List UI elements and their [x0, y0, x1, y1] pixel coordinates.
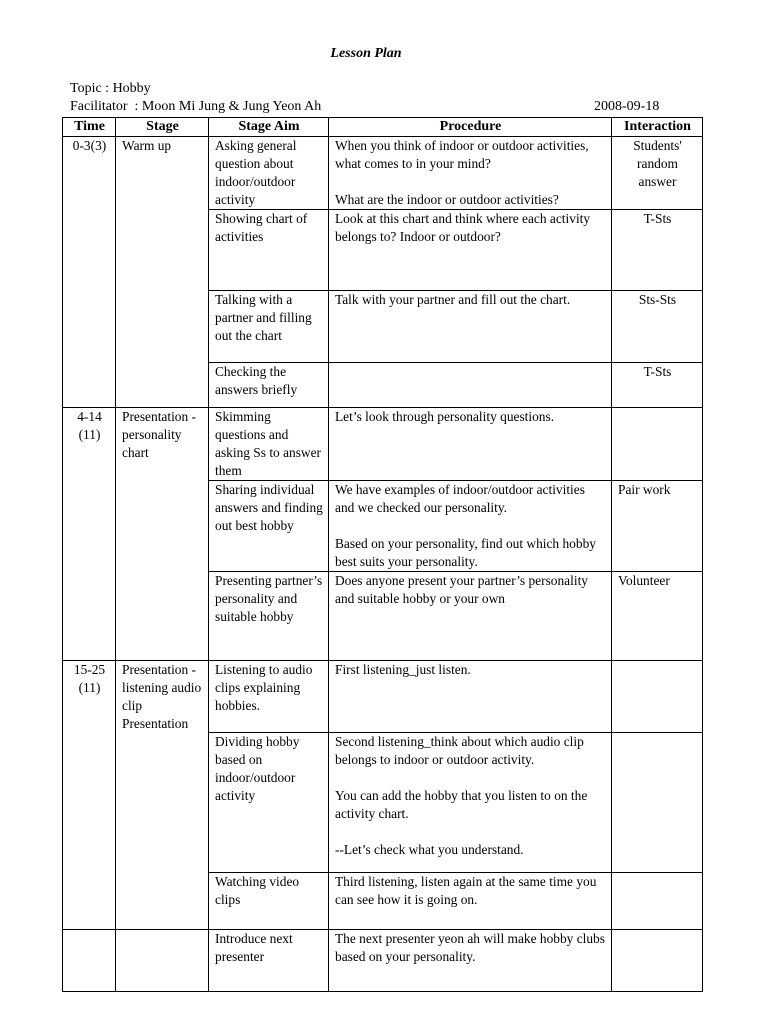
procedure-text: We have examples of indoor/outdoor activities and we checked our personality.	[335, 482, 585, 515]
procedure-text: Second listening_think about which audio clip belongs to indoor or outdoor activity.	[335, 734, 584, 767]
time-cell: 0-3(3)	[63, 137, 116, 408]
header-stage-aim: Stage Aim	[209, 118, 329, 137]
interaction-cell: Volunteer	[612, 572, 703, 661]
interaction-cell: Pair work	[612, 481, 703, 572]
aim-cell: Skimming questions and asking Ss to answer them	[209, 408, 329, 481]
facilitator-line: Facilitator : Moon Mi Jung & Jung Yeon Ah	[70, 99, 322, 114]
interaction-cell: Students' random answer	[612, 137, 703, 210]
table-header-row	[63, 118, 703, 137]
time-cell: 4-14 (11)	[63, 408, 116, 661]
procedure-text: You can add the hobby that you listen to on the activity chart.	[335, 788, 588, 821]
interaction-cell	[612, 733, 703, 873]
procedure-text: What are the indoor or outdoor activities?	[335, 192, 559, 207]
procedure-text: When you think of indoor or outdoor activities, what comes to in your mind?	[335, 138, 589, 171]
procedure-text: --Let’s check what you understand.	[335, 842, 524, 857]
procedure-cell	[329, 930, 612, 992]
stage-cell: Presentation -listening audio clip Presentation	[116, 661, 209, 930]
procedure-cell	[329, 733, 612, 873]
stage-cell: Presentation -personality chart	[116, 408, 209, 661]
document-title: Lesson Plan	[330, 46, 402, 61]
time-cell: 15-25 (11)	[63, 661, 116, 930]
interaction-cell	[612, 408, 703, 481]
lesson-plan-table	[62, 117, 703, 992]
procedure-cell	[329, 408, 612, 481]
stage-cell: Warm up	[116, 137, 209, 408]
procedure-cell	[329, 363, 612, 408]
header-procedure: Procedure	[329, 118, 612, 137]
procedure-text: Look at this chart and think where each activity belongs to? Indoor or outdoor?	[335, 211, 591, 244]
aim-cell: Checking the answers briefly	[209, 363, 329, 408]
aim-cell: Dividing hobby based on indoor/outdoor activity	[209, 733, 329, 873]
procedure-cell	[329, 291, 612, 363]
interaction-cell: T-Sts	[612, 363, 703, 408]
aim-cell: Asking general question about indoor/outdoor activity	[209, 137, 329, 210]
aim-cell: Presenting partner’s personality and suitable hobby	[209, 572, 329, 661]
interaction-cell	[612, 930, 703, 992]
interaction-cell: T-Sts	[612, 210, 703, 291]
date-text: 2008-09-18	[594, 99, 660, 114]
aim-cell: Sharing individual answers and finding out best hobby	[209, 481, 329, 572]
aim-cell: Introduce next presenter	[209, 930, 329, 992]
procedure-cell	[329, 572, 612, 661]
interaction-cell: Sts-Sts	[612, 291, 703, 363]
procedure-text: Let’s look through personality questions.	[335, 409, 555, 424]
procedure-text: Based on your personality, find out which hobby best suits your personality.	[335, 536, 596, 569]
procedure-cell	[329, 873, 612, 930]
table-row	[63, 408, 703, 481]
topic-line: Topic : Hobby	[70, 81, 151, 96]
table-row	[63, 137, 703, 210]
header-stage: Stage	[116, 118, 209, 137]
interaction-cell	[612, 873, 703, 930]
aim-cell: Showing chart of activities	[209, 210, 329, 291]
header-interaction: Interaction	[612, 118, 703, 137]
procedure-cell	[329, 481, 612, 572]
procedure-cell	[329, 137, 612, 210]
table-row	[63, 930, 703, 992]
procedure-text: Talk with your partner and fill out the chart.	[335, 292, 571, 307]
interaction-cell	[612, 661, 703, 733]
procedure-cell	[329, 210, 612, 291]
aim-cell: Watching video clips	[209, 873, 329, 930]
procedure-text: Does anyone present your partner’s personality and suitable hobby or your own	[335, 573, 588, 606]
procedure-cell	[329, 661, 612, 733]
time-cell	[63, 930, 116, 992]
header-time: Time	[63, 118, 116, 137]
aim-cell: Talking with a partner and filling out the chart	[209, 291, 329, 363]
aim-cell: Listening to audio clips explaining hobbies.	[209, 661, 329, 733]
procedure-text: The next presenter yeon ah will make hobby clubs based on your personality.	[335, 931, 605, 964]
table-row	[63, 661, 703, 733]
procedure-text: Third listening, listen again at the same time you can see how it is going on.	[335, 874, 597, 907]
stage-cell	[116, 930, 209, 992]
procedure-text: First listening_just listen.	[335, 662, 471, 677]
